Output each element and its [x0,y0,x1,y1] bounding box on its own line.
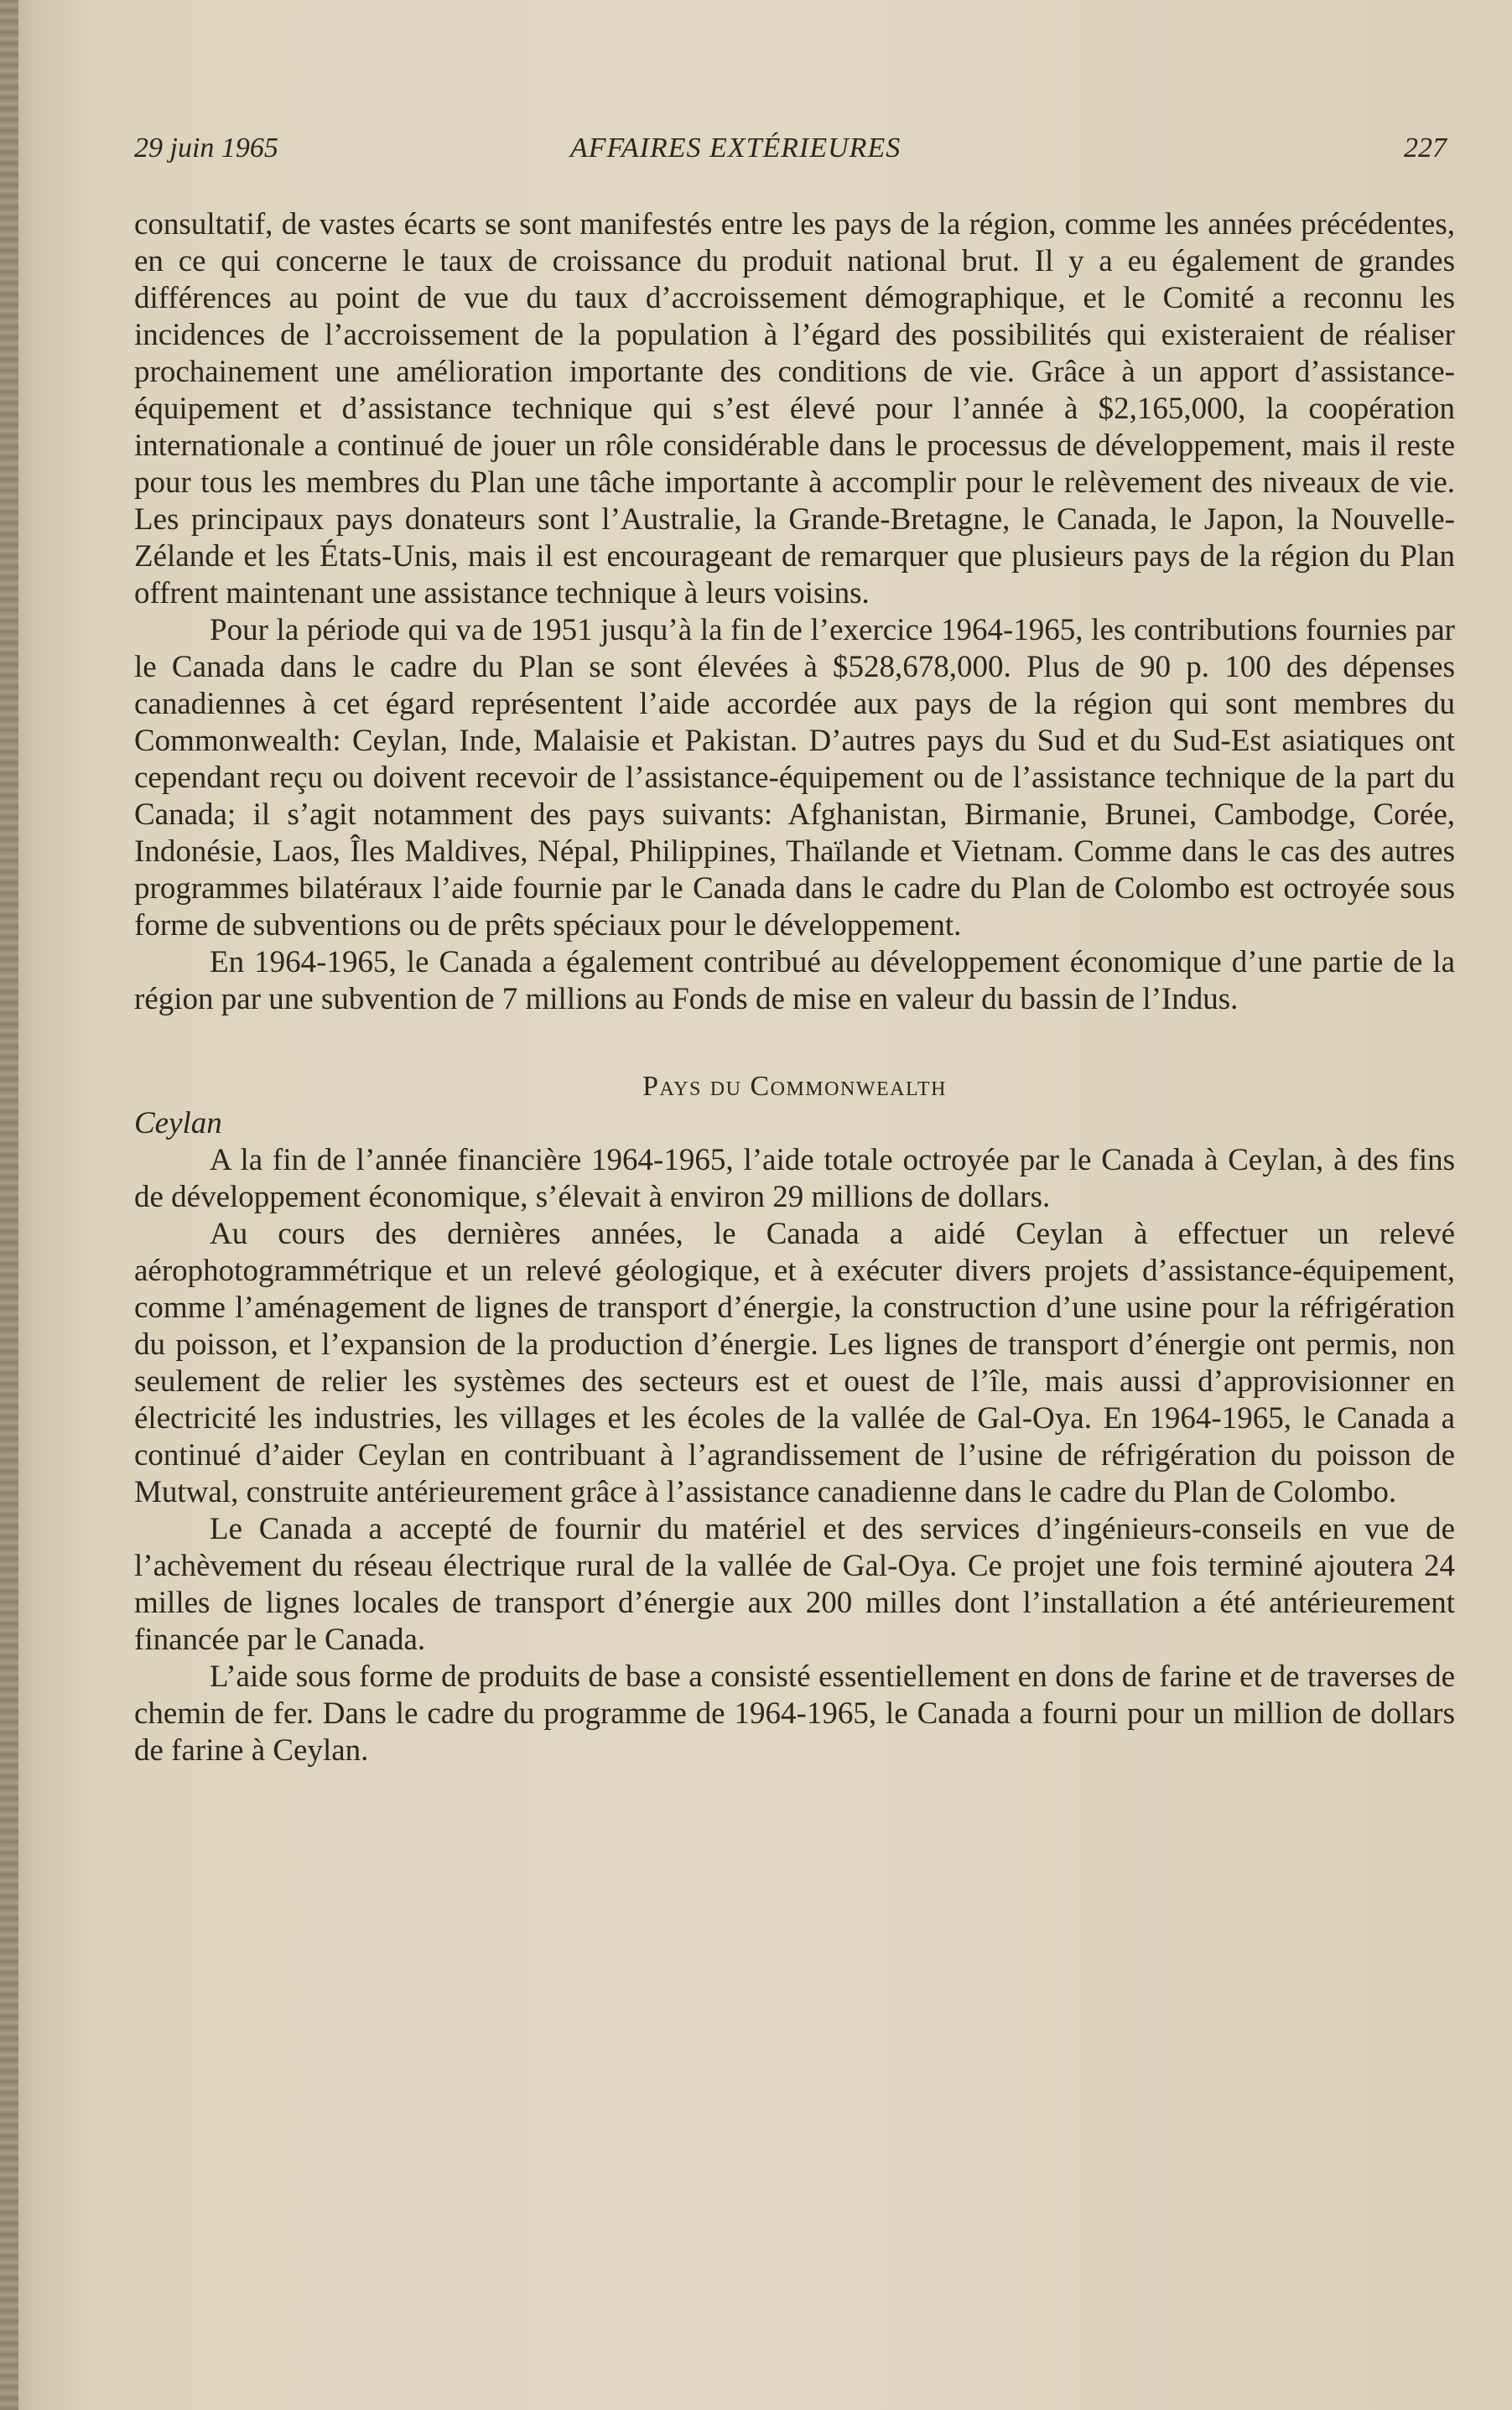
page-number: 227 [1404,132,1447,164]
paragraph: consultatif, de vastes écarts se sont manifestés entre les pays de la région, comme les années précédentes, en ce qui concerne le taux de croissance du produit national brut. Il y a eu également de grandes différences au point de vue du taux d’accroissement démographique, et le Comité a reconnu les incidences de l’accroissement de la population à l’égard des possibilités qui existeraient de réaliser prochainement une amélioration importante des conditions de vie. Grâce à un apport d’assistance-équipement et d’assistance technique qui s’est élevé pour l’année à $2,165,000, la coopération internationale a continué de jouer un rôle considérable dans le processus de développement, mais il reste pour tous les membres du Plan une tâche importante à accomplir pour le relèvement des niveaux de vie. Les principaux pays donateurs sont l’Australie, la Grande-Bretagne, le Canada, le Japon, la Nouvelle-Zélande et les États-Unis, mais il est encourageant de remarquer que plusieurs pays de la région du Plan offrent maintenant une assistance technique à leurs voisins. [134,207,1455,610]
paragraph: En 1964-1965, le Canada a également contribué au développement économique d’une partie de la région par une subvention de 7 millions au Fonds de mise en valeur du bassin de l’Indus. [134,945,1455,1016]
book-spine-edge [0,0,18,2410]
section-title: Pays du Commonwealth [642,1071,947,1102]
paragraph: L’aide sous forme de produits de base a consisté essentiellement en dons de farine et de traverses de chemin de fer. Dans le cadre du programme de 1964-1965, le Canada a fourni pour un million de dollars de farine à Ceylan. [134,1659,1455,1768]
page-body [134,206,1455,1769]
paragraph: Le Canada a accepté de fournir du matériel et des services d’ingénieurs-conseils en vue de l’achèvement du réseau électrique rural de la vallée de Gal-Oya. Ce projet une fois terminé ajoutera 24 milles de lignes locales de transport d’énergie aux 200 milles dont l’installation a été antérieurement financée par le Canada. [134,1512,1455,1657]
section-subhead: Ceylan [134,1106,222,1140]
page-header [134,132,1447,174]
paragraph: Au cours des dernières années, le Canada a aidé Ceylan à effectuer un relevé aérophotogrammétrique et un relevé géologique, et à exécuter divers projets d’assistance-équipement, comme l’aménagement de lignes de transport d’énergie, la construction d’une usine pour la réfrigération du poisson, et l’expansion de la production d’énergie. Les lignes de transport d’énergie ont permis, non seulement de relier les systèmes des secteurs est et ouest de l’île, mais aussi d’approvisionner en électricité les industries, les villages et les écoles de la vallée de Gal-Oya. En 1964-1965, le Canada a continué d’aider Ceylan en contribuant à l’agrandissement de l’usine de réfrigération du poisson de Mutwal, construite antérieurement grâce à l’assistance canadienne dans le cadre du Plan de Colombo. [134,1217,1455,1509]
header-date: 29 juin 1965 [134,132,278,164]
header-title: AFFAIRES EXTÉRIEURES [570,132,901,164]
paragraph: Pour la période qui va de 1951 jusqu’à la fin de l’exercice 1964-1965, les contributions fournies par le Canada dans le cadre du Plan se sont élevées à $528,678,000. Plus de 90 p. 100 des dépenses canadiennes à cet égard représentent l’aide accordée aux pays de la région qui sont membres du Commonwealth: Ceylan, Inde, Malaisie et Pakistan. D’autres pays du Sud et du Sud-Est asiatiques ont cependant reçu ou doivent recevoir de l’assistance-équipement ou de l’assistance technique de la part du Canada; il s’agit notamment des pays suivants: Afghanistan, Birmanie, Brunei, Cambodge, Corée, Indonésie, Laos, Îles Maldives, Népal, Philippines, Thaïlande et Vietnam. Comme dans le cas des autres programmes bilatéraux l’aide fournie par le Canada dans le cadre du Plan de Colombo est octroyée sous forme de subventions ou de prêts spéciaux pour le développement. [134,613,1455,943]
paragraph: A la fin de l’année financière 1964-1965, l’aide totale octroyée par le Canada à Ceylan, à des fins de développement économique, s’élevait à environ 29 millions de dollars. [134,1143,1455,1214]
